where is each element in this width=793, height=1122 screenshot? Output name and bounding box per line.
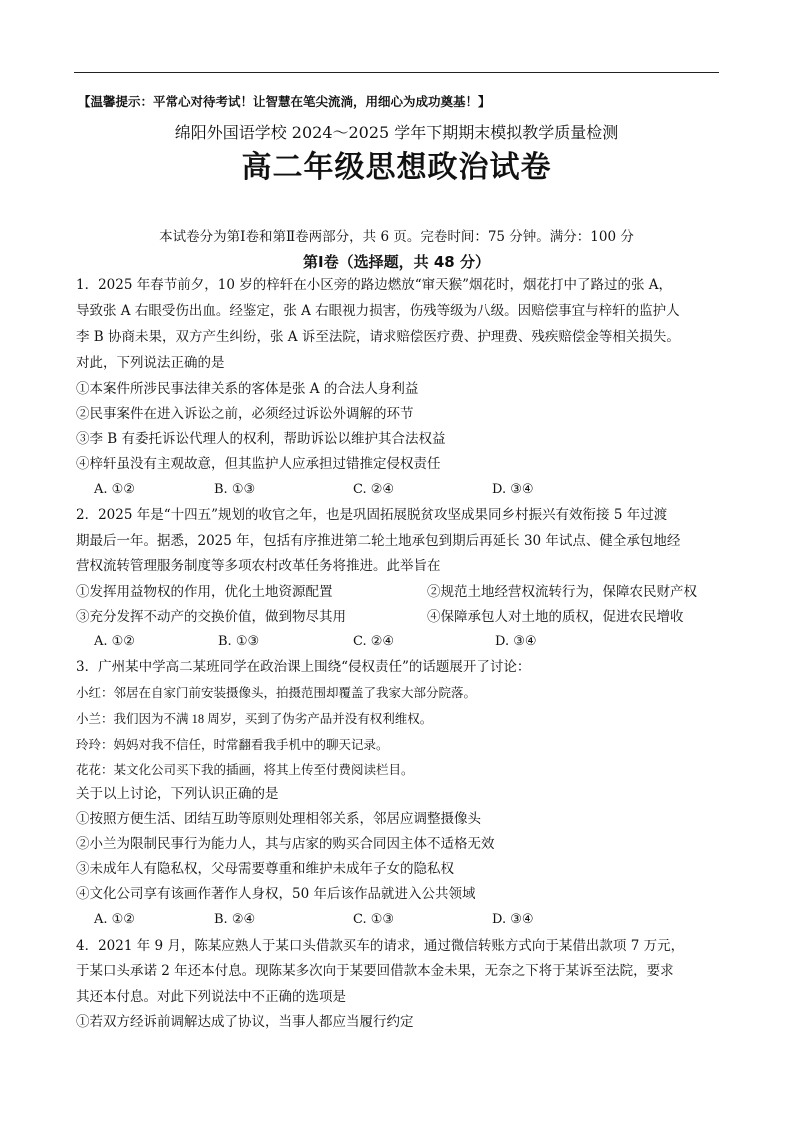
q3-statement: ②小兰为限制民事行为能力人，其与店家的购买合同因主体不适格无效 xyxy=(76,836,495,852)
q3-statement: ④文化公司享有该画作著作人身权，50 年后该作品就进入公共领域 xyxy=(76,886,476,902)
q3-option-b: B. ②④ xyxy=(214,912,256,927)
q2-option-c: C. ②④ xyxy=(353,634,395,649)
q1-option-c: C. ②④ xyxy=(353,482,395,497)
q3-option-c: C. ①③ xyxy=(353,912,395,927)
q2-option-b: B. ①③ xyxy=(218,634,260,649)
warm-tip: 【温馨提示：平常心对待考试！让智慧在笔尖流淌，用细心为成功奠基！】 xyxy=(78,94,491,109)
section-title: 第Ⅰ卷（选择题，共 48 分） xyxy=(303,253,490,271)
q3-statement: ③未成年人有隐私权，父母需要尊重和维护未成年子女的隐私权 xyxy=(76,861,454,877)
q1-statement: ③李 B 有委托诉讼代理人的权利，帮助诉讼以维护其合法权益 xyxy=(76,431,446,447)
q1-option-b: B. ①③ xyxy=(214,482,256,497)
q4-stem-line: 4．2021 年 9 月，陈某应熟人于某口头借款买车的请求，通过微信转账方式向于某借出款项 7 万元， xyxy=(76,938,685,954)
q2-option-d: D. ③④ xyxy=(495,634,537,649)
q4-stem-line: 其还本付息。对此下列说法中不正确的选项是 xyxy=(76,989,346,1005)
q2-option-a: A. ①② xyxy=(94,634,135,649)
q3-dialogue-line: 小兰：我们因为不满 18 周岁，买到了伪劣产品并没有权利维权。 xyxy=(76,712,433,726)
q3-question: 关于以上讨论，下列认识正确的是 xyxy=(76,786,279,802)
q2-stem-line: 期最后一年。据悉，2025 年，包括有序推进第二轮土地承包到期后再延长 30 年试点、健全承包地经 xyxy=(76,533,681,549)
q1-statement: ④梓轩虽没有主观故意，但其监护人应承担过错推定侵权责任 xyxy=(76,456,441,472)
q3-dialogue-line: 花花：某文化公司买下我的插画，将其上传至付费阅读栏目。 xyxy=(76,763,414,777)
q3-option-a: A. ①② xyxy=(94,912,135,927)
q3-dialogue-line: 玲玲：妈妈对我不信任，时常翻看我手机中的聊天记录。 xyxy=(76,738,389,752)
q3-dialogue-line: 小红：邻居在自家门前安装摄像头，拍摄范围却覆盖了我家大部分院落。 xyxy=(76,686,477,700)
q2-statement: ④保障承包人对土地的质权，促进农民增收 xyxy=(427,609,684,625)
exam-info: 本试卷分为第Ⅰ卷和第Ⅱ卷两部分，共 6 页。完卷时间：75 分钟。满分：100 分 xyxy=(159,229,634,245)
q2-statement: ①发挥用益物权的作用，优化土地资源配置 xyxy=(76,584,333,600)
q1-statement: ②民事案件在进入诉讼之前，必须经过诉讼外调解的环节 xyxy=(76,406,414,422)
top-divider xyxy=(74,72,719,73)
q2-statement: ③充分发挥不动产的交换价值，做到物尽其用 xyxy=(76,609,346,625)
q1-stem-line: 导致张 A 右眼受伤出血。经鉴定，张 A 右眼视力损害，伤残等级为八级。因赔偿事宜与梓轩的监护人 xyxy=(76,303,680,319)
q1-stem-line: 李 B 协商未果，双方产生纠纷，张 A 诉至法院，请求赔偿医疗费、护理费、残疾赔偿金等相关损失。 xyxy=(76,329,680,345)
q1-stem-line: 1．2025 年春节前夕，10 岁的梓轩在小区旁的路边燃放“窜天猴”烟花时，烟花打中了路过的张 A， xyxy=(76,277,673,293)
q1-option-a: A. ①② xyxy=(94,482,135,497)
q3-option-d: D. ③④ xyxy=(492,912,534,927)
page-title: 高二年级思想政治试卷 xyxy=(241,150,552,185)
q2-statement: ②规范土地经营权流转行为，保障农民财产权 xyxy=(427,584,697,600)
q3-stem-line: 3．广州某中学高二某班同学在政治课上围绕“侵权责任”的话题展开了讨论： xyxy=(76,659,531,675)
q2-stem-line: 2．2025 年是“十四五”规划的收官之年，也是巩固拓展脱贫攻坚成果同乡村振兴有效衔接 5 年过渡 xyxy=(76,507,668,523)
school-line: 绵阳外国语学校 2024～2025 学年下期期末模拟教学质量检测 xyxy=(174,123,619,142)
q2-stem-line: 营权流转管理服务制度等多项农村改革任务将推进。此举旨在 xyxy=(76,558,441,574)
q1-option-d: D. ③④ xyxy=(492,482,534,497)
q1-stem-line: 对此，下列说法正确的是 xyxy=(76,355,225,371)
q4-stem-line: 于某口头承诺 2 年还本付息。现陈某多次向于某要回借款本金未果，无奈之下将于某诉至法院，要求 xyxy=(76,963,674,979)
q1-statement: ①本案件所涉民事法律关系的客体是张 A 的合法人身利益 xyxy=(76,381,419,397)
q3-statement: ①按照方便生活、团结互助等原则处理相邻关系，邻居应调整摄像头 xyxy=(76,811,481,827)
q4-statement: ①若双方经诉前调解达成了协议，当事人都应当履行约定 xyxy=(76,1014,414,1030)
